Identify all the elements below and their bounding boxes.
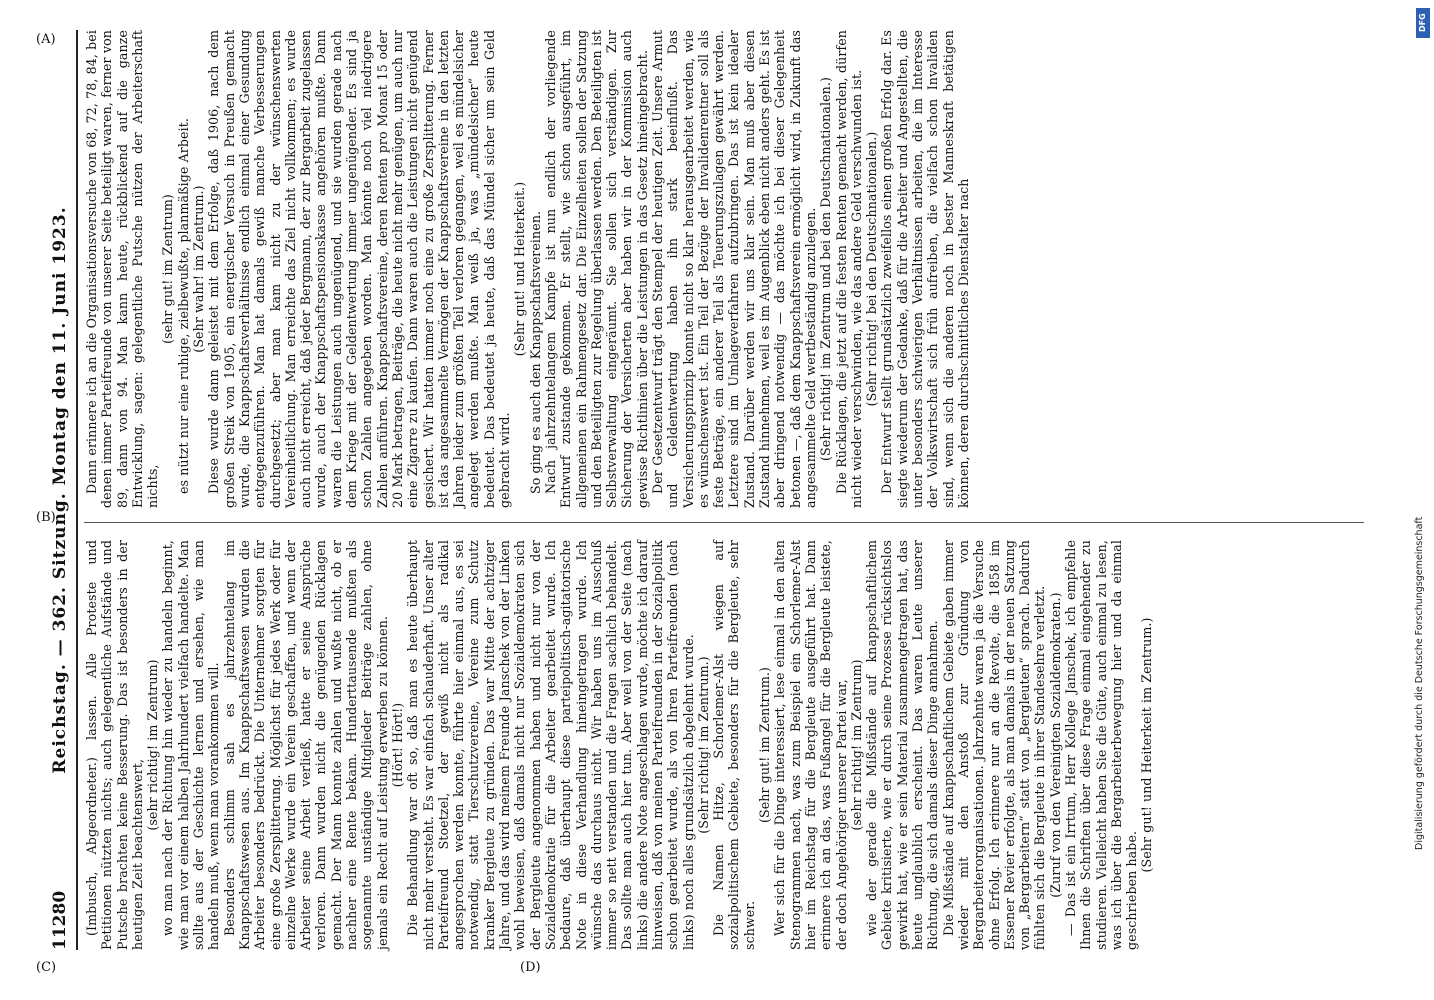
paragraph: Nach jahrzehntelangem Kampfe ist nun endlich der vorliegende Entwurf zustande gekommen. Er stellt, wie schon ausgeführt, im allgemeinen ein Rahmengesetz dar. Die Einzelheiten sollen der Satzung und den Beteiligten zur Regelung überlassen werden. Den Beteiligten ist Selbstverwaltung eingeräumt. Sie sollen sich verständigen. Zur Sicherung der Versicherten aber haben wir in der Kommission auch gewisse Richtlinien über die Leistungen in das Gesetz hineingebracht.	[542, 30, 650, 508]
paragraph: wo man nach der Richtung hin wieder zu handeln beginnt, wie man vor einem halben Jahrhundert vielfach handelte. Man sollte aus der Geschichte lernen und ersehen, wie man handeln muß, wenn man vorankommen will.	[160, 540, 222, 950]
margin-mark-d: (D)	[520, 960, 541, 975]
paragraph: (Sehr richtig! im Zentrum und bei den Deutschnationalen.)	[818, 77, 834, 461]
paragraph: wie der gerade die Mißstände auf knappschaftlichem Gebiete kritisierte, wie er durch seine Prozesse rücksichtslos gewirkt hat, wie er sein Material zusammengetragen hat, das heute unglaublich erscheint. Das waren Leute unserer Richtung, die sich damals dieser Dinge annahmen.	[864, 540, 941, 950]
page-title: Reichstag. — 362. Sitzung. Montag den 11. Juni 1923.	[50, 206, 70, 774]
paragraph: So ging es auch den Knappschaftsvereinen.	[527, 210, 543, 494]
margin-mark-b: (B)	[36, 510, 56, 525]
paragraph: (Sehr richtig! im Zentrum.)	[695, 656, 711, 834]
paragraph: (Sehr richtig! bei den Deutschnationalen.)	[864, 131, 880, 407]
paragraph: (Sehr gut! im Zentrum.)	[757, 666, 773, 824]
header-rule	[76, 30, 78, 950]
paragraph: (Hört! Hört!)	[389, 702, 405, 788]
paragraph: (sehr richtig! im Zentrum)	[145, 659, 161, 831]
paragraph: — Das ist ein Irrtum, Herr Kollege Janschek, ich empfehle Ihnen die Schriften über diese Frage einmal eingehender zu studieren. Vielleicht haben Sie die Güte, auch einmal zu lesen, was ich über die Bergarbeiterbewegung hier und da einmal geschrieben habe.	[1063, 540, 1140, 950]
paragraph: Der Gesetzentwurf trägt den Stempel der heutigen Zeit. Unsere Armut und Geldentwertung haben ihn stark beeinflußt. Das Versicherungsprinzip konnte nicht so klar herausgearbeitet werden, wie es wünschenswert ist. Ein Teil der Bezüge der Invalidenrentner soll als feste Beträge, ein anderer Teil als Teuerungszulagen gewährt werden. Letztere sind im Umlageverfahren aufzubringen. Das ist kein idealer Zustand. Darüber werden wir uns klar sein. Man muß aber diesen Zustand hinnehmen, weil es im Augenblick eben nicht anders geht. Es ist aber dringend notwendig — das möchte ich bei dieser Gelegenheit betonen —, daß dem Knappschaftsverein ermöglicht wird, in Zukunft das angesammelte Geld wertbeständig anzulegen.	[649, 30, 818, 508]
right-column	[84, 30, 971, 508]
paragraph: es nützt nur eine ruhige, zielbewußte, planmäßige Arbeit.	[175, 117, 191, 494]
paragraph: Die Rücklagen, die jetzt auf die festen Renten gemacht werden, dürfen nicht wieder verschwinden, wie das andere Geld verschwunden ist.	[833, 30, 864, 508]
column-divider	[84, 522, 1364, 523]
paragraph: Diese wurde dann geleistet mit dem Erfolge, daß 1906, nach dem großen Streik von 1905, ein energischer Versuch in Preußen gemacht wurde, die Knappschaftsverhältnisse endlich einmal einer Gesundung entgegenzuführen. Man hat damals gewiß manche Verbesserungen durchgesetzt; aber man kam nicht zu der wünschenswerten Vereinheitlichung. Man erreichte das Ziel nicht vollkommen; es wurde auch nicht erreicht, daß jeder Bergmann, der zur Bergarbeit zugelassen wurde, auch der Knappschaftspensionskasse angehören mußte. Dann waren die Leistungen auch ungenügend, und sie wurden gerade nach dem Kriege mit der Geldentwertung immer ungenügender. Es sind ja schon Zahlen angegeben worden. Man könnte noch viel niedrigere Zahlen anführen. Knappschaftsvereine, deren Renten pro Monat 15 oder 20 Mark betragen, Beiträge, die heute nicht mehr genügen, um auch nur eine Zigarre zu kaufen. Dann waren auch die Leistungen nicht genügend gesichert. Wir hatten immer noch eine zu große Zersplitterung. Ferner ist das angesammelte Vermögen der Knappschaftsvereine in den letzten Jahren leider zum größten Teil verloren gegangen, weil es mündelsicher angelegt werden mußte. Man weiß ja, was „mündelsicher“ heute bedeutet. Das bedeutet ja heute, daß das Mündel sicher um sein Geld gebracht wird.	[206, 30, 513, 508]
paragraph: (Imbusch, Abgeordneter.) lassen. Alle Proteste und Petitionen nützten nichts; auch gelegentliche Aufstände und Putsche brachten keine Besserung. Das ist besonders in der heutigen Zeit beachtenswert,	[84, 540, 145, 950]
paragraph: (Sehr wahr! im Zentrum.)	[191, 185, 207, 353]
paragraph: Besonders schlimm sah es jahrzehntelang im Knappschaftswesen aus. Im Knappschaftswesen wurden die Arbeiter besonders bedrückt. Die Unternehmer sorgten für eine große Zersplitterung. Möglichst für jedes Werk oder für einzelne Werke wurde ein Verein geschaffen, und wenn der Arbeiter seine Arbeit verließ, hatte er seine Ansprüche verloren. Dann wurden nicht die genügenden Rücklagen gemacht. Der Mann konnte zahlen und wußte nicht, ob er nachher eine Rente bekam. Hunderttausende mußten als sogenannte unständige Mitglieder Beiträge zahlen, ohne jemals ein Recht auf Leistung erwerben zu können.	[221, 540, 390, 950]
left-column	[84, 540, 1155, 950]
scanned-page	[50, 30, 1370, 950]
digitization-note: Digitalisierung gefördert durch die Deutsche Forschungsgemeinschaft	[1414, 516, 1425, 850]
paragraph: Dann erinnere ich an die Organisationsversuche von 68, 72, 78, 84, bei denen immer Parteifreunde von unserer Seite beteiligt waren, ferner von 89, dann von 94. Man kann heute, rückblickend auf die ganze Entwicklung, sagen: gelegentliche Putsche nützen der Arbeiterschaft nichts,	[84, 30, 161, 508]
page-number: 11280	[50, 890, 70, 950]
margin-mark-a: (A)	[36, 32, 56, 47]
paragraph: (Sehr gut! und Heiterkeit.)	[512, 181, 528, 357]
page-header	[50, 30, 72, 950]
paragraph: Wer sich für die Dinge interessiert, lese einmal in den alten Stenogrammen nach, was zum Beispiel ein Schorlemer-Alst hier im Reichstag für die Bergleute ausgeführt hat. Dann erinnere ich an das, was Fußangel für die Bergleute leistete, der doch Angehöriger unserer Partei war,	[772, 540, 849, 950]
paragraph: (Zuruf von den Vereinigten Sozialdemokraten.)	[1047, 592, 1063, 898]
paragraph: (sehr richtig! im Zentrum)	[848, 659, 864, 831]
dfg-logo: DFG	[1416, 8, 1430, 38]
paragraph: Die Mißstände auf knappschaftlichem Gebiete gaben immer wieder mit den Anstoß zur Gründung von Bergarbeiterorganisationen. Jahrzehnte waren ja die Versuche ohne Erfolg. Ich erinnere nur an die Revolte, die 1858 im Essener Revier erfolgte, als man damals in der neuen Satzung von „Bergarbeitern“ statt von „Bergleuten“ sprach. Dadurch fühlten sich die Bergleute in ihrer Standesehre verletzt.	[940, 540, 1048, 950]
paragraph: Die Namen Hitze, Schorlemer-Alst wiegen auf sozialpolitischem Gebiete, besonders für die Bergleute, sehr schwer.	[711, 540, 757, 950]
paragraph: Der Entwurf stellt grundsätzlich zweifellos einen großen Erfolg dar. Es siegte wiederum der Gedanke, daß für die Arbeiter und Angestellten, die unter besonders schwierigen Verhältnissen arbeiten, die im Interesse der Volkswirtschaft sich früh aufreiben, die vielfach schon Invaliden sind, wenn sich die anderen noch in bester Manneskraft betätigen können, deren durchschnittliches Dienstalter nach	[879, 30, 971, 508]
paragraph: (sehr gut! im Zentrum)	[160, 194, 176, 344]
paragraph: Die Behandlung war oft so, daß man es heute überhaupt nicht mehr versteht. Es war einfach schauderhaft. Unser alter Parteifreund Stoetzel, der gewiß nicht als radikal angesprochen werden konnte, führte hier einmal aus, es sei notwendig, statt Tierschutzvereine, Vereine zum Schutz kranker Bergleute zu gründen. Das war Mitte der achtziger Jahre, und das wird meinem Freunde Janschek von der Linken wohl beweisen, daß damals nicht nur Sozialdemokraten sich der Bergleute angenommen haben und nicht nur von der Sozialdemokratie für die Arbeiter gearbeitet wurde. Ich bedaure, daß überhaupt diese parteipolitisch-agitatorische Note in diese Verhandlung hineingetragen wurde. Ich wünsche das durchaus nicht. Wir haben uns im Ausschuß immer so nett verstanden und die Fragen sachlich behandelt. Das sollte man auch hier tun. Aber weil von der Seite (nach links) die andere Note angeschlagen wurde, möchte ich darauf hinweisen, daß von meinen Parteifreunden in der Sozialpolitik schon gearbeitet wurde, als von Ihren Parteifreunden (nach links) noch alles grundsätzlich abgelehnt wurde.	[405, 540, 696, 950]
margin-mark-c: (C)	[36, 960, 57, 975]
paragraph: (Sehr gut! und Heiterkeit im Zentrum.)	[1139, 617, 1155, 873]
